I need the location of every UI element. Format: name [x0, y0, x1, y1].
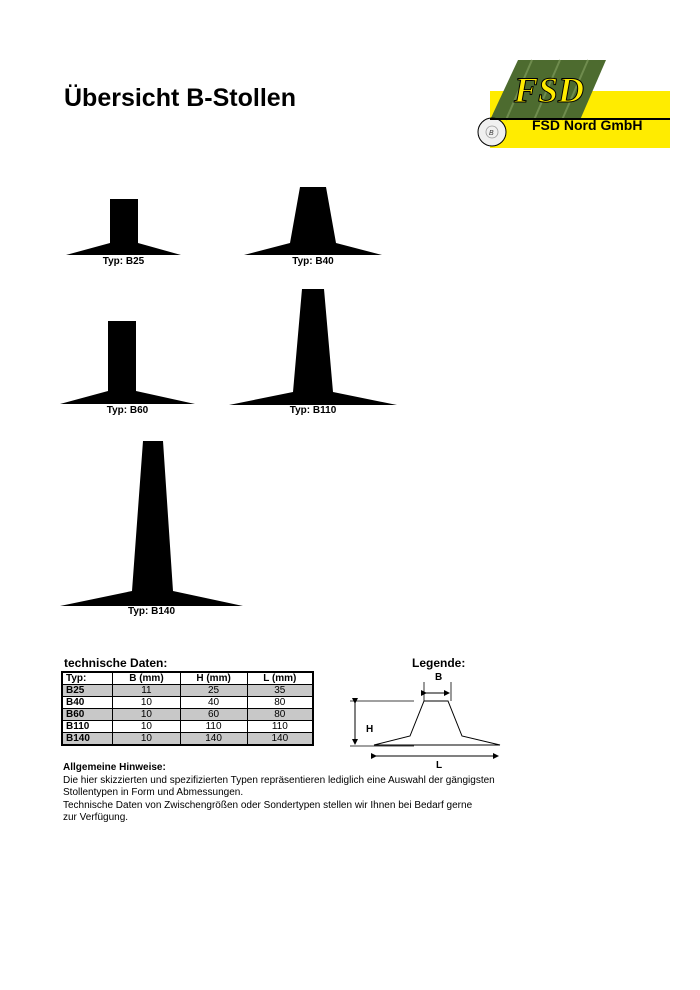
cell-h: 25: [180, 685, 247, 697]
profile-b40-shape: [244, 187, 382, 257]
profile-b110-caption: Typ: B110: [289, 405, 337, 416]
cell-type: B25: [62, 685, 113, 697]
notes-line: Technische Daten von Zwischengrößen oder Sondertypen stellen wir Ihnen bei Bedarf gerne: [63, 799, 473, 811]
page-title: Übersicht B-Stollen: [64, 84, 296, 112]
legend-l-label: L: [436, 760, 443, 771]
cell-b: 10: [113, 721, 180, 733]
cell-type: B140: [62, 733, 113, 746]
cell-l: 140: [247, 733, 313, 746]
legend-h-label: H: [366, 724, 374, 735]
profile-b25-shape: [66, 199, 181, 257]
logo-roll-mark: B: [489, 130, 494, 137]
tech-data-heading: technische Daten:: [64, 656, 168, 670]
table-row: [62, 709, 313, 721]
logo-letters: FSD: [514, 70, 585, 110]
logo-company-name: FSD Nord GmbH: [532, 117, 643, 133]
notes-line: zur Verfügung.: [63, 812, 129, 823]
table-row: [62, 697, 313, 709]
cell-l: 80: [247, 709, 313, 721]
profile-b140-caption: Typ: B140: [127, 606, 176, 617]
profile-b140-shape: [60, 441, 243, 607]
cell-h: 40: [180, 697, 247, 709]
cell-l: 80: [247, 697, 313, 709]
fsd-logo: [470, 58, 670, 148]
notes-heading: Allgemeine Hinweise:: [63, 762, 166, 773]
legend-profile-outline: [374, 701, 500, 745]
specs-table: [61, 671, 314, 746]
col-header-l: L (mm): [247, 672, 313, 685]
cell-l: 35: [247, 685, 313, 697]
notes-line: Die hier skizzierten und spezifizierten Typen repräsentieren lediglich eine Auswahl der gängigsten: [63, 774, 495, 786]
profile-b60-caption: Typ: B60: [106, 405, 149, 416]
table-row: [62, 733, 313, 746]
profile-b110-shape: [229, 289, 397, 406]
profile-b25-caption: Typ: B25: [102, 256, 145, 267]
cell-type: B60: [62, 709, 113, 721]
cell-h: 110: [180, 721, 247, 733]
cell-b: 10: [113, 709, 180, 721]
general-notes: [63, 762, 533, 825]
cell-b: 10: [113, 733, 180, 746]
cell-l: 110: [247, 721, 313, 733]
notes-line: Stollentypen in Form und Abmessungen.: [63, 787, 244, 798]
legend-heading: Legende:: [412, 656, 466, 670]
profile-b60-shape: [60, 321, 195, 405]
col-header-type: Typ:: [62, 672, 113, 685]
legend-b-label: B: [435, 672, 443, 683]
cell-h: 140: [180, 733, 247, 746]
cell-type: B110: [62, 721, 113, 733]
profile-b40-caption: Typ: B40: [292, 256, 334, 267]
cell-b: 11: [113, 685, 180, 697]
table-row: [62, 685, 313, 697]
col-header-b: B (mm): [113, 672, 180, 685]
table-header-row: [62, 672, 313, 685]
legend-diagram: [350, 670, 505, 770]
cell-type: B40: [62, 697, 113, 709]
cell-h: 60: [180, 709, 247, 721]
col-header-h: H (mm): [180, 672, 247, 685]
table-row: [62, 721, 313, 733]
cell-b: 10: [113, 697, 180, 709]
